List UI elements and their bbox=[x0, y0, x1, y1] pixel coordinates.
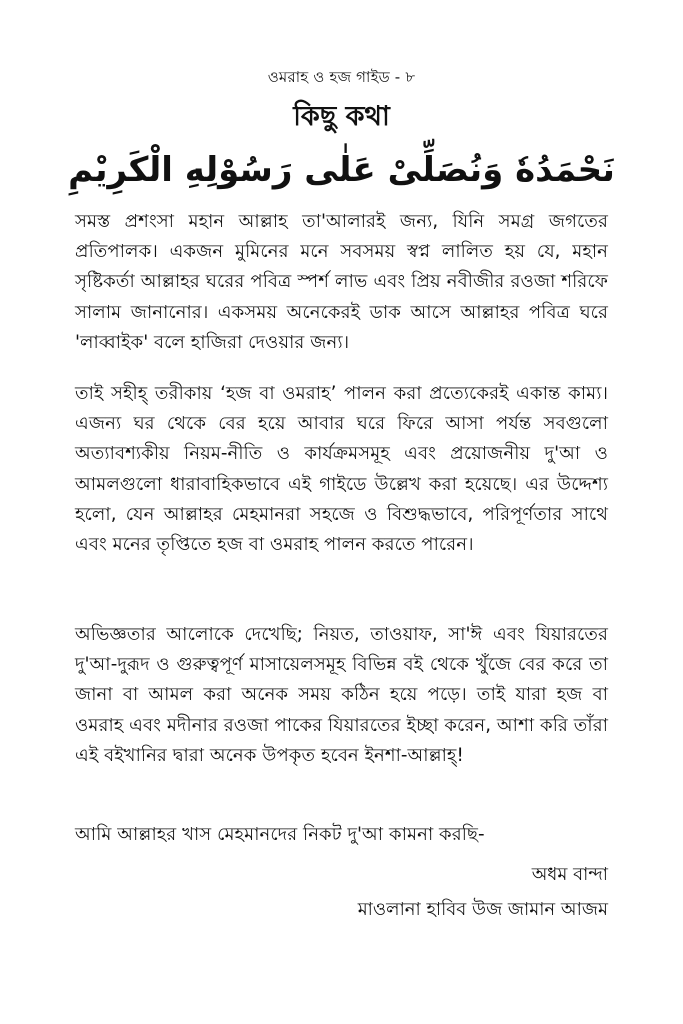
signature-author-name: মাওলানা হাবিব উজ জামান আজম bbox=[357, 899, 608, 920]
running-header: ওমরাহ ও হজ গাইড - ৮ bbox=[267, 68, 416, 86]
page-title: কিছু কথা bbox=[293, 101, 390, 132]
paragraph-3: অভিজ্ঞতার আলোকে দেখেছি; নিয়ত, তাওয়াফ, সা'ঈ এবং যিয়ারতের দু'আ-দুরূদ ও গুরুত্বপূর্ণ মাসায়েলসমূহ বিভিন্ন বই থেকে খুঁজে বের করে তা জানা বা আমল করা অনেক সময় কঠিন হয়ে পড়ে। তাই যারা হজ বা ওমরাহ এবং মদীনার রওজা পাকের যিয়ারতের ইচ্ছা করেন, আশা করি তাঁরা এই বইখানির দ্বারা অনেক উপকৃত হবেন ইনশা-আল্লাহ্! bbox=[75, 624, 608, 766]
closing-line: আমি আল্লাহর খাস মেহমানদের নিকট দু'আ কামনা করছি- bbox=[75, 824, 485, 845]
arabic-verse: نَحْمَدُهٗ وَنُصَلِّىْ عَلٰى رَسُوْلِهِ الْكَرِيْمِ bbox=[68, 150, 615, 190]
paragraph-1: সমস্ত প্রশংসা মহান আল্লাহ তা'আলারই জন্য, যিনি সমগ্র জগতের প্রতিপালক। একজন মুমিনের মনে সবসময় স্বপ্ন লালিত হয় যে, মহান সৃষ্টিকর্তা আল্লাহর ঘরের পবিত্র স্পর্শ লাভ এবং প্রিয় নবীজীর রওজা শরিফে সালাম জানানোর। একসময় অনেকেরই ডাক আসে আল্লাহর পবিত্র ঘরে 'লাব্বাইক' বলে হাজিরা দেওয়ার জন্য। bbox=[75, 211, 608, 353]
paragraph-2: তাই সহীহ্ তরীকায় ‘হজ বা ওমরাহ’ পালন করা প্রত্যেকেরই একান্ত কাম্য। এজন্য ঘর থেকে বের হয়ে আবার ঘরে ফিরে আসা পর্যন্ত সবগুলো অত্যাবশ্যকীয় নিয়ম-নীতি ও কার্যক্রমসমূহ এবং প্রয়োজনীয় দু'আ ও আমলগুলো ধারাবাহিকভাবে এই গাইডে উল্লেখ করা হয়েছে। এর উদ্দেশ্য হলো, যেন আল্লাহর মেহমানরা সহজে ও বিশুদ্ধভাবে, পরিপূর্ণতার সাথে এবং মনের তৃপ্তিতে হজ বা ওমরাহ পালন করতে পারেন। bbox=[75, 383, 608, 556]
signature-humble-servant: অধম বান্দা bbox=[531, 864, 608, 885]
